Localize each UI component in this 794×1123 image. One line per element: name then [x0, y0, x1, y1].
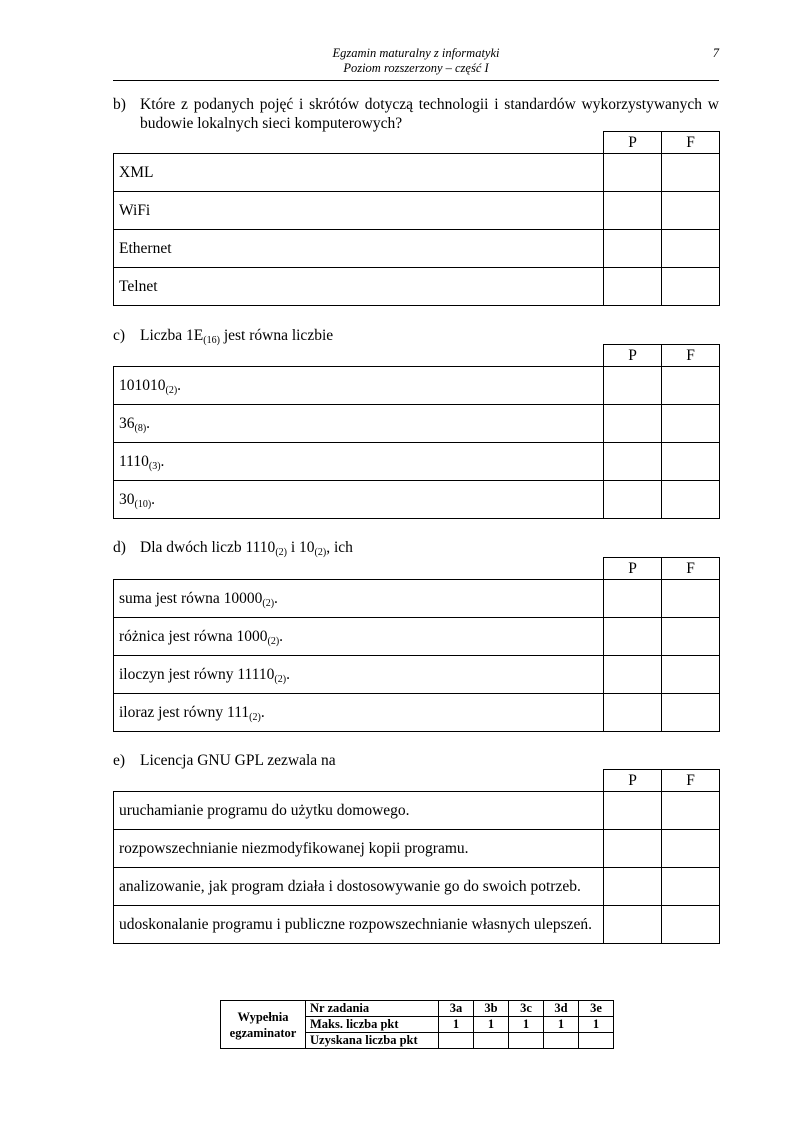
answer-f-cell[interactable] [662, 868, 720, 906]
statement: udoskonalanie programu i publiczne rozpowszechnianie własnych ulepszeń. [114, 906, 604, 944]
task-id: 3c [509, 1001, 544, 1017]
answer-p-cell[interactable] [604, 268, 662, 306]
question-e [113, 751, 719, 770]
pf-table-c [113, 344, 720, 519]
statement: analizowanie, jak program działa i dostosowywanie go do swoich potrzeb. [114, 868, 604, 906]
answer-p-cell[interactable] [604, 618, 662, 656]
header-p: P [604, 345, 662, 367]
table-row [114, 192, 720, 230]
answer-p-cell[interactable] [604, 906, 662, 944]
answer-p-cell[interactable] [604, 868, 662, 906]
score-table [220, 1000, 614, 1049]
blank-header [114, 345, 604, 367]
obtained-points-cell[interactable] [544, 1033, 579, 1049]
answer-f-cell[interactable] [662, 830, 720, 868]
pf-table-b [113, 131, 720, 306]
header-f: F [662, 345, 720, 367]
max-points: 1 [439, 1017, 474, 1033]
pf-table-e [113, 769, 720, 944]
statement: Ethernet [114, 230, 604, 268]
question-letter: d) [113, 539, 126, 556]
answer-f-cell[interactable] [662, 367, 720, 405]
table-row [114, 792, 720, 830]
statement: uruchamianie programu do użytku domowego. [114, 792, 604, 830]
answer-f-cell[interactable] [662, 230, 720, 268]
table-row [114, 230, 720, 268]
obtained-points-label: Uzyskana liczba pkt [306, 1033, 439, 1049]
task-number-label: Nr zadania [306, 1001, 439, 1017]
question-text: Licencja GNU GPL zezwala na [140, 752, 336, 769]
task-id: 3d [544, 1001, 579, 1017]
question-b [113, 95, 719, 133]
table-row [114, 830, 720, 868]
answer-f-cell[interactable] [662, 906, 720, 944]
task-id: 3b [474, 1001, 509, 1017]
statement: $30_{(10)}$. [114, 481, 604, 519]
answer-f-cell[interactable] [662, 481, 720, 519]
obtained-points-cell[interactable] [509, 1033, 544, 1049]
blank-header [114, 132, 604, 154]
answer-p-cell[interactable] [604, 154, 662, 192]
header-p: P [604, 132, 662, 154]
question-text: Dla dwóch liczb $1110_{(2)}$ i $10_{(2)}$, ich [140, 539, 353, 558]
exam-title: Egzamin maturalny z informatyki [332, 46, 500, 60]
header-f: F [662, 770, 720, 792]
page-number: 7 [712, 46, 719, 60]
max-points: 1 [509, 1017, 544, 1033]
answer-f-cell[interactable] [662, 154, 720, 192]
table-row [114, 367, 720, 405]
question-letter: c) [113, 327, 126, 344]
header-f: F [662, 132, 720, 154]
obtained-points-cell[interactable] [439, 1033, 474, 1049]
max-points-label: Maks. liczba pkt [306, 1017, 439, 1033]
answer-p-cell[interactable] [604, 230, 662, 268]
exam-level: Poziom rozszerzony – część I [343, 61, 489, 75]
table-row [114, 694, 720, 732]
answer-p-cell[interactable] [604, 580, 662, 618]
statement: iloraz jest równy $111_{(2)}$. [114, 694, 604, 732]
statement: rozpowszechnianie niezmodyfikowanej kopii programu. [114, 830, 604, 868]
table-row [114, 268, 720, 306]
table-row [114, 906, 720, 944]
table-row [114, 580, 720, 618]
answer-f-cell[interactable] [662, 405, 720, 443]
answer-f-cell[interactable] [662, 192, 720, 230]
question-letter: b) [113, 96, 126, 113]
max-points: 1 [579, 1017, 614, 1033]
answer-p-cell[interactable] [604, 481, 662, 519]
statement: suma jest równa $10000_{(2)}$. [114, 580, 604, 618]
max-points: 1 [544, 1017, 579, 1033]
blank-header [114, 770, 604, 792]
table-row [114, 481, 720, 519]
answer-p-cell[interactable] [604, 192, 662, 230]
answer-p-cell[interactable] [604, 367, 662, 405]
examiner-label: Wypełnia egzaminator [221, 1001, 306, 1049]
table-row [114, 656, 720, 694]
answer-f-cell[interactable] [662, 443, 720, 481]
table-row [114, 868, 720, 906]
obtained-points-cell[interactable] [579, 1033, 614, 1049]
table-row [114, 618, 720, 656]
statement: $36_{(8)}$. [114, 405, 604, 443]
header-p: P [604, 558, 662, 580]
answer-f-cell[interactable] [662, 618, 720, 656]
obtained-points-cell[interactable] [474, 1033, 509, 1049]
statement: różnica jest równa $1000_{(2)}$. [114, 618, 604, 656]
header-f: F [662, 558, 720, 580]
pf-table-d [113, 557, 720, 732]
answer-p-cell[interactable] [604, 656, 662, 694]
table-row [114, 154, 720, 192]
question-text: Liczba $1E_{(16)}$ jest równa liczbie [140, 327, 334, 346]
answer-f-cell[interactable] [662, 580, 720, 618]
statement: $101010_{(2)}$. [114, 367, 604, 405]
table-row [114, 443, 720, 481]
max-points: 1 [474, 1017, 509, 1033]
answer-p-cell[interactable] [604, 405, 662, 443]
answer-f-cell[interactable] [662, 656, 720, 694]
question-text: Które z podanych pojęć i skrótów dotyczą technologii i standardów wykorzystywanych w budowie lokalnych sieci komputerowych? [140, 96, 719, 132]
header-p: P [604, 770, 662, 792]
statement: WiFi [114, 192, 604, 230]
statement: iloczyn jest równy $11110_{(2)}$. [114, 656, 604, 694]
answer-f-cell[interactable] [662, 694, 720, 732]
task-id: 3a [439, 1001, 474, 1017]
answer-f-cell[interactable] [662, 268, 720, 306]
question-c [113, 326, 719, 345]
table-row [114, 405, 720, 443]
task-id: 3e [579, 1001, 614, 1017]
blank-header [114, 558, 604, 580]
answer-p-cell[interactable] [604, 694, 662, 732]
statement: XML [114, 154, 604, 192]
question-letter: e) [113, 752, 126, 769]
answer-p-cell[interactable] [604, 830, 662, 868]
answer-p-cell[interactable] [604, 443, 662, 481]
statement: $1110_{(3)}$. [114, 443, 604, 481]
question-d [113, 538, 719, 557]
answer-f-cell[interactable] [662, 792, 720, 830]
page-header [113, 46, 719, 81]
statement: Telnet [114, 268, 604, 306]
answer-p-cell[interactable] [604, 792, 662, 830]
